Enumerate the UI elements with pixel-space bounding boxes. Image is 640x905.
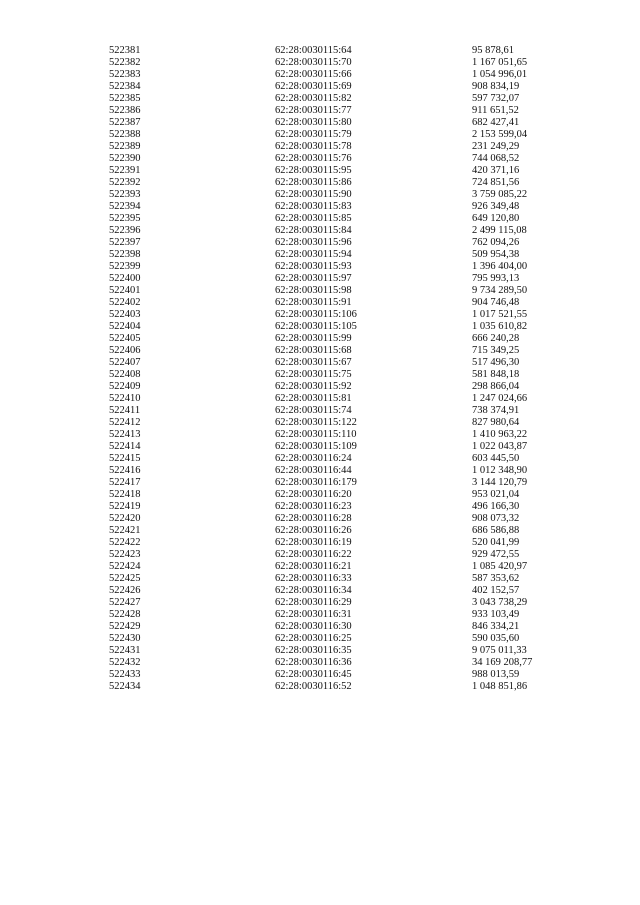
table-row [109,177,562,189]
cadastral-value: 911 651,52 [472,105,519,116]
cadastral-value: 1 017 521,55 [472,309,528,320]
table-row [109,549,562,561]
table-row [109,189,562,201]
row-number: 522419 [109,501,141,512]
cadastral-number: 62:28:0030115:98 [275,285,352,296]
table-row [109,141,562,153]
table-row [109,81,562,93]
cadastral-number: 62:28:0030116:23 [275,501,352,512]
table-row [109,393,562,405]
cadastral-number: 62:28:0030115:79 [275,129,352,140]
cadastral-value: 933 103,49 [472,609,520,620]
cadastral-value: 597 732,07 [472,93,520,104]
cadastral-number: 62:28:0030115:85 [275,213,352,224]
table-row [109,201,562,213]
cadastral-value: 649 120,80 [472,213,520,224]
row-number: 522397 [109,237,141,248]
cadastral-number: 62:28:0030115:75 [275,369,352,380]
cadastral-value-table [109,45,562,693]
row-number: 522426 [109,585,141,596]
cadastral-number: 62:28:0030115:83 [275,201,352,212]
cadastral-number: 62:28:0030115:64 [275,45,352,56]
cadastral-number: 62:28:0030115:122 [275,417,357,428]
table-row [109,357,562,369]
cadastral-value: 517 496,30 [472,357,520,368]
cadastral-number: 62:28:0030116:24 [275,453,352,464]
row-number: 522411 [109,405,141,416]
cadastral-value: 9 734 289,50 [472,285,528,296]
row-number: 522399 [109,261,141,272]
row-number: 522398 [109,249,141,260]
row-number: 522431 [109,645,141,656]
row-number: 522403 [109,309,141,320]
cadastral-number: 62:28:0030115:91 [275,297,352,308]
table-row [109,297,562,309]
row-number: 522389 [109,141,141,152]
row-number: 522400 [109,273,141,284]
cadastral-number: 62:28:0030115:106 [275,309,357,320]
cadastral-value: 298 866,04 [472,381,520,392]
cadastral-value: 34 169 208,77 [472,657,533,668]
cadastral-value: 738 374,91 [472,405,520,416]
table-row [109,453,562,465]
cadastral-number: 62:28:0030115:66 [275,69,352,80]
cadastral-value: 682 427,41 [472,117,520,128]
row-number: 522434 [109,681,141,692]
table-row [109,261,562,273]
row-number: 522418 [109,489,141,500]
cadastral-number: 62:28:0030115:97 [275,273,352,284]
cadastral-number: 62:28:0030116:19 [275,537,352,548]
cadastral-number: 62:28:0030115:74 [275,405,352,416]
cadastral-number: 62:28:0030115:78 [275,141,352,152]
cadastral-number: 62:28:0030115:110 [275,429,357,440]
row-number: 522410 [109,393,141,404]
cadastral-value: 762 094,26 [472,237,520,248]
table-row [109,249,562,261]
row-number: 522423 [109,549,141,560]
cadastral-value: 827 980,64 [472,417,520,428]
row-number: 522405 [109,333,141,344]
row-number: 522394 [109,201,141,212]
row-number: 522407 [109,357,141,368]
cadastral-value: 1 012 348,90 [472,465,528,476]
table-row [109,465,562,477]
table-row [109,129,562,141]
cadastral-value: 926 349,48 [472,201,520,212]
cadastral-number: 62:28:0030115:77 [275,105,352,116]
table-row [109,645,562,657]
row-number: 522395 [109,213,141,224]
table-row [109,117,562,129]
table-row [109,633,562,645]
table-row [109,369,562,381]
cadastral-value: 1 247 024,66 [472,393,528,404]
table-row [109,57,562,69]
cadastral-value: 509 954,38 [472,249,520,260]
cadastral-value: 587 353,62 [472,573,520,584]
row-number: 522392 [109,177,141,188]
cadastral-value: 929 472,55 [472,549,520,560]
cadastral-value: 744 068,52 [472,153,520,164]
row-number: 522387 [109,117,141,128]
row-number: 522393 [109,189,141,200]
row-number: 522402 [109,297,141,308]
row-number: 522396 [109,225,141,236]
cadastral-value: 846 334,21 [472,621,520,632]
row-number: 522428 [109,609,141,620]
cadastral-value: 3 759 085,22 [472,189,528,200]
table-row [109,441,562,453]
cadastral-number: 62:28:0030116:20 [275,489,352,500]
cadastral-number: 62:28:0030115:69 [275,81,352,92]
table-row [109,93,562,105]
row-number: 522420 [109,513,141,524]
table-row [109,405,562,417]
cadastral-number: 62:28:0030115:80 [275,117,352,128]
row-number: 522408 [109,369,141,380]
row-number: 522432 [109,657,141,668]
cadastral-value: 795 993,13 [472,273,520,284]
cadastral-value: 1 054 996,01 [472,69,528,80]
cadastral-number: 62:28:0030115:93 [275,261,352,272]
cadastral-value: 9 075 011,33 [472,645,527,656]
row-number: 522417 [109,477,141,488]
row-number: 522388 [109,129,141,140]
table-row [109,537,562,549]
cadastral-number: 62:28:0030116:44 [275,465,352,476]
cadastral-value: 1 048 851,86 [472,681,528,692]
cadastral-number: 62:28:0030115:86 [275,177,352,188]
row-number: 522384 [109,81,141,92]
row-number: 522386 [109,105,141,116]
cadastral-number: 62:28:0030115:70 [275,57,352,68]
row-number: 522421 [109,525,141,536]
cadastral-value: 603 445,50 [472,453,520,464]
cadastral-number: 62:28:0030115:99 [275,333,352,344]
row-number: 522425 [109,573,141,584]
table-row [109,225,562,237]
cadastral-number: 62:28:0030115:94 [275,249,352,260]
table-row [109,621,562,633]
row-number: 522401 [109,285,141,296]
table-row [109,681,562,693]
cadastral-value: 2 499 115,08 [472,225,527,236]
cadastral-number: 62:28:0030115:109 [275,441,357,452]
row-number: 522390 [109,153,141,164]
cadastral-number: 62:28:0030116:179 [275,477,357,488]
cadastral-value: 1 022 043,87 [472,441,528,452]
cadastral-number: 62:28:0030115:82 [275,93,352,104]
cadastral-number: 62:28:0030116:26 [275,525,352,536]
cadastral-value: 581 848,18 [472,369,520,380]
cadastral-value: 3 144 120,79 [472,477,528,488]
cadastral-value: 1 167 051,65 [472,57,528,68]
cadastral-value: 666 240,28 [472,333,520,344]
cadastral-value: 2 153 599,04 [472,129,528,140]
cadastral-number: 62:28:0030115:84 [275,225,352,236]
table-body [109,45,562,693]
table-row [109,345,562,357]
row-number: 522424 [109,561,141,572]
row-number: 522430 [109,633,141,644]
table-row [109,489,562,501]
cadastral-number: 62:28:0030116:29 [275,597,352,608]
table-row [109,525,562,537]
table-row [109,165,562,177]
table-row [109,321,562,333]
cadastral-number: 62:28:0030115:105 [275,321,357,332]
cadastral-value: 402 152,57 [472,585,520,596]
cadastral-value: 908 073,32 [472,513,520,524]
cadastral-number: 62:28:0030116:45 [275,669,352,680]
cadastral-value: 908 834,19 [472,81,520,92]
cadastral-number: 62:28:0030115:81 [275,393,352,404]
table-row [109,597,562,609]
table-row [109,69,562,81]
row-number: 522427 [109,597,141,608]
row-number: 522412 [109,417,141,428]
cadastral-value: 420 371,16 [472,165,520,176]
cadastral-number: 62:28:0030116:36 [275,657,352,668]
cadastral-number: 62:28:0030115:90 [275,189,352,200]
cadastral-number: 62:28:0030116:34 [275,585,352,596]
row-number: 522404 [109,321,141,332]
cadastral-value: 1 085 420,97 [472,561,528,572]
table-row [109,609,562,621]
row-number: 522415 [109,453,141,464]
row-number: 522381 [109,45,141,56]
cadastral-value: 95 878,61 [472,45,514,56]
row-number: 522416 [109,465,141,476]
table-row [109,561,562,573]
cadastral-value: 1 035 610,82 [472,321,528,332]
cadastral-value: 724 851,56 [472,177,520,188]
row-number: 522391 [109,165,141,176]
cadastral-value: 496 166,30 [472,501,520,512]
cadastral-number: 62:28:0030116:35 [275,645,352,656]
row-number: 522385 [109,93,141,104]
table-row [109,669,562,681]
cadastral-value: 904 746,48 [472,297,520,308]
cadastral-number: 62:28:0030116:22 [275,549,352,560]
cadastral-number: 62:28:0030116:21 [275,561,352,572]
table-row [109,417,562,429]
cadastral-number: 62:28:0030116:25 [275,633,352,644]
cadastral-number: 62:28:0030115:96 [275,237,352,248]
cadastral-number: 62:28:0030116:28 [275,513,352,524]
table-row [109,333,562,345]
table-row [109,153,562,165]
cadastral-value: 3 043 738,29 [472,597,528,608]
row-number: 522406 [109,345,141,356]
table-row [109,429,562,441]
cadastral-value: 686 586,88 [472,525,520,536]
table-row [109,501,562,513]
table-row [109,45,562,57]
row-number: 522414 [109,441,141,452]
cadastral-value: 1 396 404,00 [472,261,528,272]
row-number: 522383 [109,69,141,80]
cadastral-number: 62:28:0030115:76 [275,153,352,164]
cadastral-number: 62:28:0030115:92 [275,381,352,392]
cadastral-value: 590 035,60 [472,633,520,644]
cadastral-value: 988 013,59 [472,669,520,680]
cadastral-value: 231 249,29 [472,141,520,152]
table-row [109,513,562,525]
cadastral-number: 62:28:0030116:31 [275,609,352,620]
cadastral-number: 62:28:0030115:68 [275,345,352,356]
table-row [109,213,562,225]
cadastral-number: 62:28:0030116:52 [275,681,352,692]
table-row [109,237,562,249]
cadastral-value: 1 410 963,22 [472,429,528,440]
cadastral-value: 520 041,99 [472,537,520,548]
table-row [109,657,562,669]
row-number: 522422 [109,537,141,548]
table-row [109,309,562,321]
table-row [109,381,562,393]
row-number: 522413 [109,429,141,440]
row-number: 522409 [109,381,141,392]
table-row [109,285,562,297]
cadastral-number: 62:28:0030116:33 [275,573,352,584]
table-row [109,477,562,489]
row-number: 522433 [109,669,141,680]
row-number: 522429 [109,621,141,632]
table-row [109,105,562,117]
cadastral-value: 953 021,04 [472,489,520,500]
cadastral-value: 715 349,25 [472,345,520,356]
row-number: 522382 [109,57,141,68]
table-row [109,573,562,585]
table-row [109,585,562,597]
cadastral-number: 62:28:0030116:30 [275,621,352,632]
table-row [109,273,562,285]
cadastral-number: 62:28:0030115:95 [275,165,352,176]
cadastral-number: 62:28:0030115:67 [275,357,352,368]
